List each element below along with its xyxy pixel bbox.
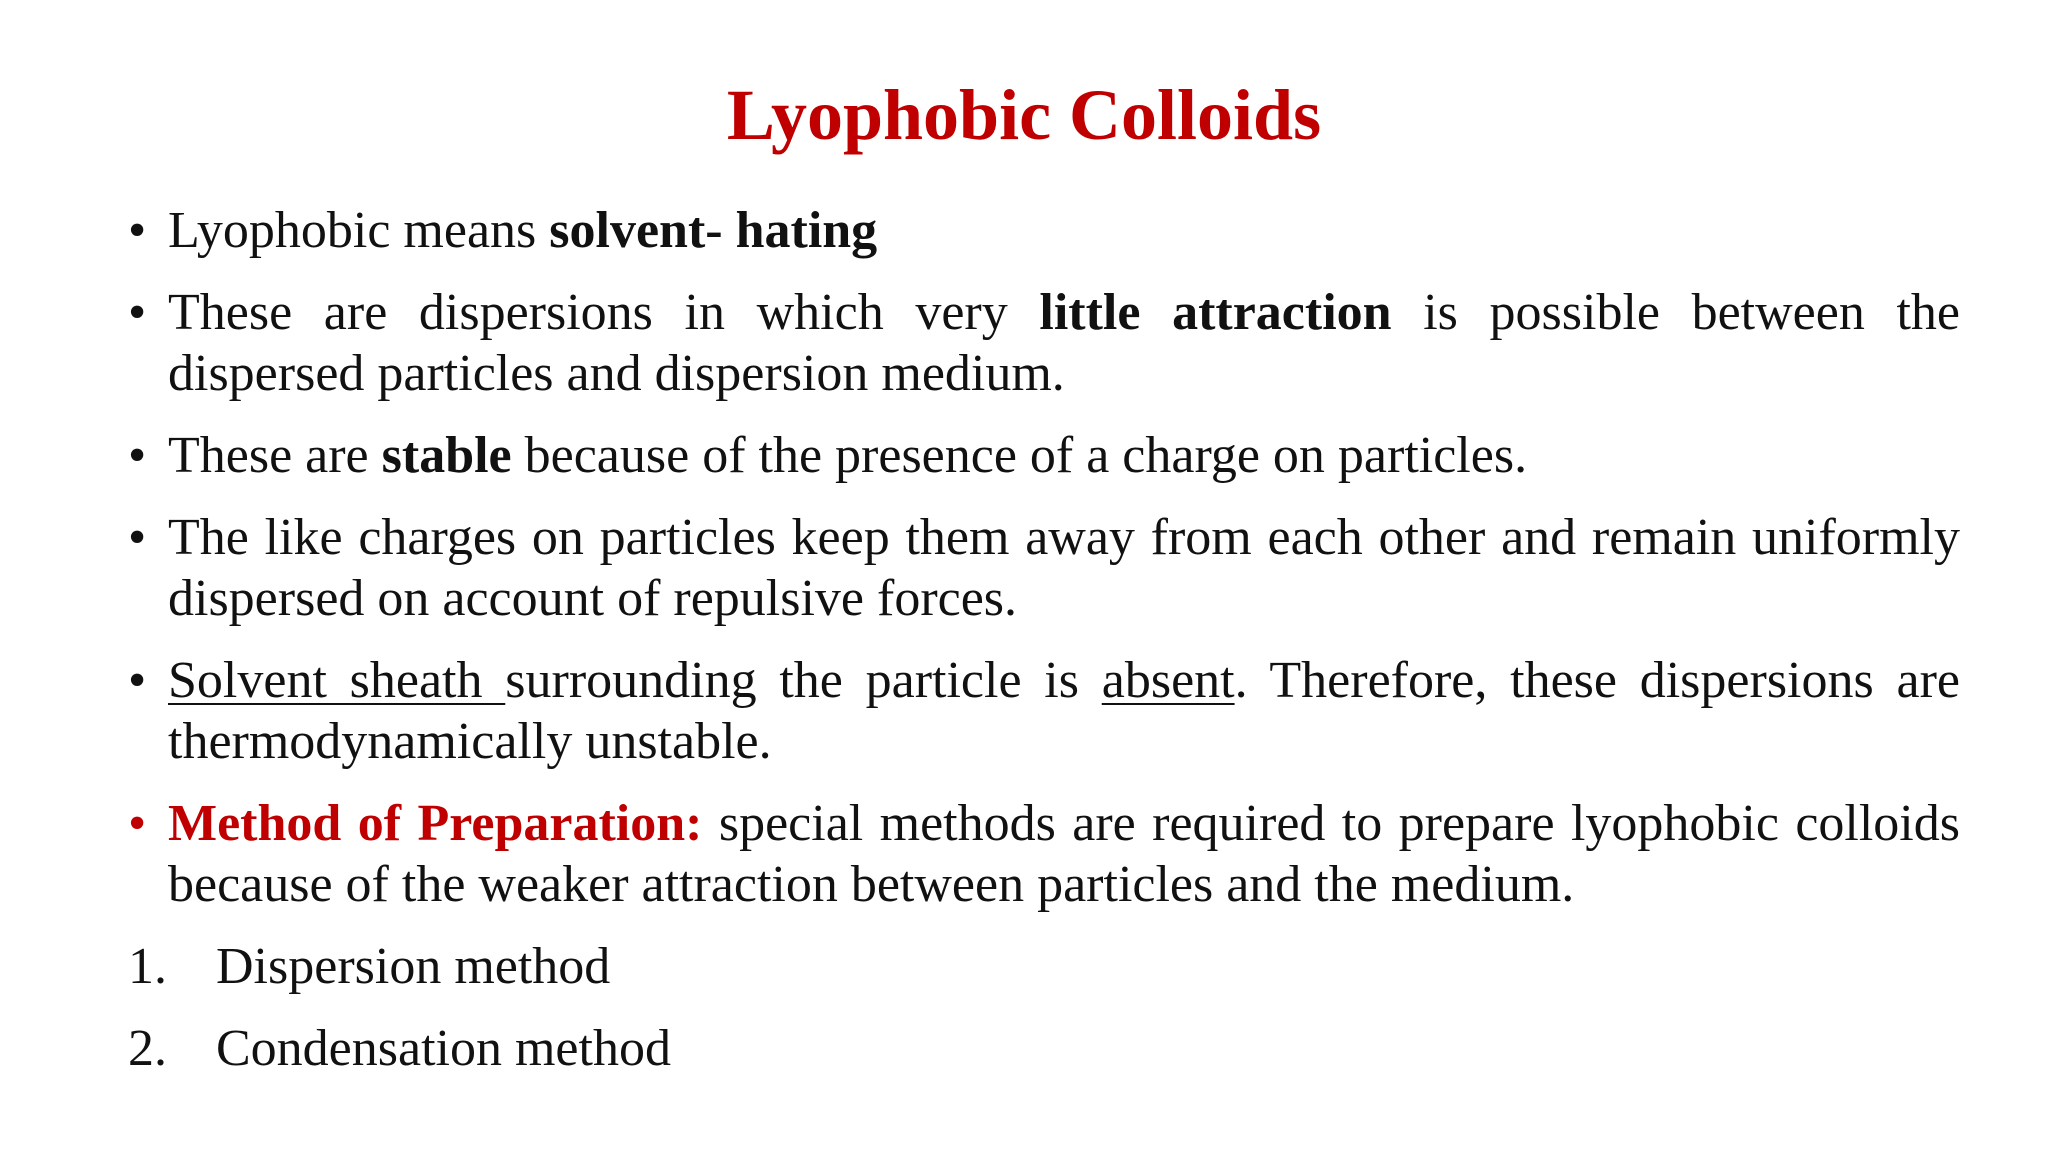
bullet-text: because of the presence of a charge on particles. <box>511 427 1528 484</box>
method-item <box>128 1018 2048 1079</box>
bullet-text: These are dispersions in which very <box>168 284 1040 341</box>
bullet-item <box>128 507 1960 629</box>
method-list <box>0 936 2048 1100</box>
bullet-dot: • <box>128 509 147 566</box>
bullet-item <box>128 282 1961 404</box>
method-label: Dispersion method <box>216 938 611 995</box>
method-label: Condensation method <box>216 1020 671 1077</box>
bullet-item <box>128 425 1960 486</box>
method-heading: Method of Preparation: <box>168 795 703 852</box>
bullet-dot: • <box>128 652 147 709</box>
bullet-text: is possible between the dispersed particles and dispersion medium. <box>168 284 1961 402</box>
bullet-list <box>0 200 2048 936</box>
bullet-bold-text: stable <box>381 427 512 484</box>
method-item <box>128 936 2048 997</box>
bullet-dot: • <box>128 427 147 484</box>
bullet-text: These are <box>168 427 382 484</box>
bullet-text: special methods are required to prepare lyophobic colloids because of the weaker attraction between particles and the medium. <box>168 795 1960 913</box>
bullet-bold-text: little attraction <box>1039 284 1392 341</box>
bullet-underlined-text: absent <box>1101 652 1235 709</box>
bullet-text: The like charges on particles keep them away from each other and remain uniformly dispersed on account of repulsive forces. <box>168 509 1960 627</box>
bullet-dot: • <box>128 284 147 341</box>
bullet-dot: • <box>128 795 147 852</box>
bullet-bold-text: solvent- hating <box>549 202 878 259</box>
bullet-text: . Therefore, these dispersions are thermodynamically unstable. <box>168 652 1960 770</box>
bullet-underlined-text: Solvent sheath <box>168 652 506 709</box>
method-number: 2. <box>128 1020 167 1077</box>
bullet-item-method <box>128 793 1960 915</box>
method-number: 1. <box>128 938 167 995</box>
slide-title: Lyophobic Colloids <box>726 75 1322 155</box>
bullet-text: Lyophobic means <box>168 202 550 259</box>
bullet-item <box>128 650 1960 772</box>
bullet-dot: • <box>128 202 147 259</box>
bullet-text: surrounding the particle is <box>505 652 1102 709</box>
bullet-item <box>128 200 1960 261</box>
